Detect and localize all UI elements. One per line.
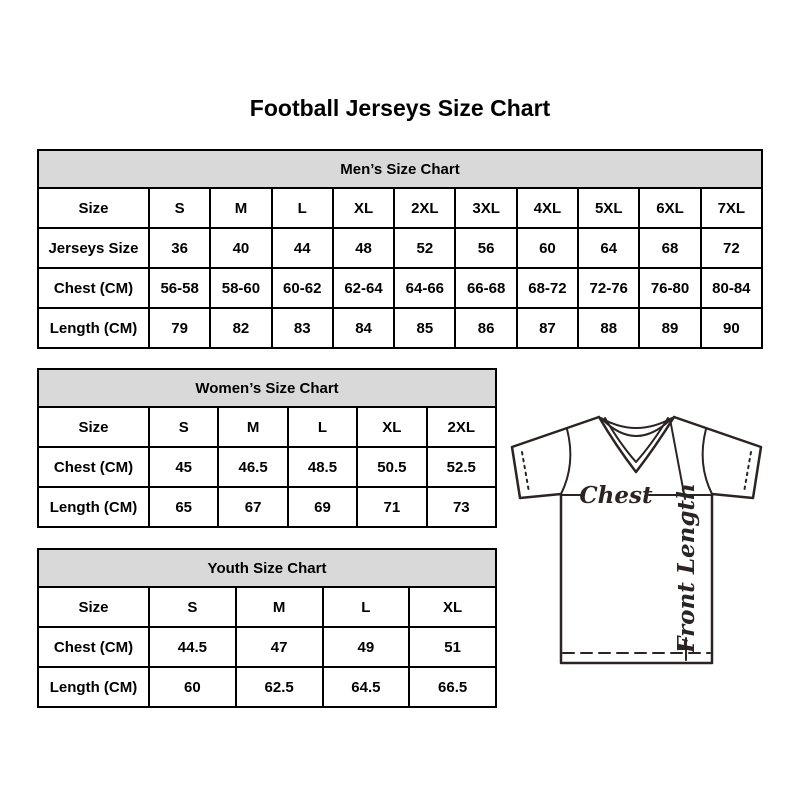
value-cell: 44 xyxy=(272,228,333,268)
value-cell: XL xyxy=(409,587,496,627)
table-row xyxy=(38,407,496,447)
page-title: Football Jerseys Size Chart xyxy=(249,95,551,121)
value-cell: 50.5 xyxy=(357,447,426,487)
value-cell: 72 xyxy=(701,228,762,268)
value-cell: 45 xyxy=(149,447,218,487)
value-cell: 79 xyxy=(149,308,210,348)
front-length-label: Front Length xyxy=(673,483,700,653)
value-cell: 64 xyxy=(578,228,639,268)
value-cell: M xyxy=(210,188,271,228)
table-row xyxy=(38,268,762,308)
value-cell: 48.5 xyxy=(288,447,357,487)
value-cell: XL xyxy=(333,188,394,228)
value-cell: 60-62 xyxy=(272,268,333,308)
value-cell: 65 xyxy=(149,487,218,527)
womens-caption-row xyxy=(38,369,496,407)
jersey-diagram xyxy=(498,402,780,668)
value-cell: 60 xyxy=(517,228,578,268)
mens-size-table xyxy=(37,149,763,349)
value-cell: 66-68 xyxy=(455,268,516,308)
table-row xyxy=(38,587,496,627)
value-cell: S xyxy=(149,188,210,228)
value-cell: 5XL xyxy=(578,188,639,228)
value-cell: 3XL xyxy=(455,188,516,228)
left-cuff-stitch xyxy=(522,452,529,492)
value-cell: 67 xyxy=(218,487,287,527)
value-cell: 40 xyxy=(210,228,271,268)
value-cell: S xyxy=(149,587,236,627)
value-cell: M xyxy=(236,587,323,627)
value-cell: 56 xyxy=(455,228,516,268)
value-cell: L xyxy=(323,587,410,627)
value-cell: M xyxy=(218,407,287,447)
youth-caption-row xyxy=(38,549,496,587)
value-cell: 62-64 xyxy=(333,268,394,308)
value-cell: 52.5 xyxy=(427,447,496,487)
value-cell: 2XL xyxy=(394,188,455,228)
row-header-cell: Chest (CM) xyxy=(38,268,149,308)
value-cell: 84 xyxy=(333,308,394,348)
value-cell: 44.5 xyxy=(149,627,236,667)
left-sleeve-seam xyxy=(561,429,570,494)
value-cell: L xyxy=(288,407,357,447)
value-cell: 7XL xyxy=(701,188,762,228)
youth-table-caption: Youth Size Chart xyxy=(38,549,496,587)
value-cell: 68-72 xyxy=(517,268,578,308)
table-row xyxy=(38,308,762,348)
value-cell: 85 xyxy=(394,308,455,348)
value-cell: 2XL xyxy=(427,407,496,447)
right-cuff-stitch xyxy=(744,452,751,492)
row-header-cell: Chest (CM) xyxy=(38,627,149,667)
value-cell: 56-58 xyxy=(149,268,210,308)
value-cell: 89 xyxy=(639,308,700,348)
value-cell: 64.5 xyxy=(323,667,410,707)
row-header-cell: Size xyxy=(38,587,149,627)
youth-size-table xyxy=(37,548,497,708)
value-cell: L xyxy=(272,188,333,228)
row-header-cell: Length (CM) xyxy=(38,667,149,707)
table-row xyxy=(38,228,762,268)
value-cell: XL xyxy=(357,407,426,447)
right-sleeve-seam xyxy=(703,429,712,494)
value-cell: 4XL xyxy=(517,188,578,228)
value-cell: 80-84 xyxy=(701,268,762,308)
value-cell: 51 xyxy=(409,627,496,667)
value-cell: S xyxy=(149,407,218,447)
value-cell: 87 xyxy=(517,308,578,348)
value-cell: 66.5 xyxy=(409,667,496,707)
value-cell: 90 xyxy=(701,308,762,348)
table-row xyxy=(38,188,762,228)
value-cell: 46.5 xyxy=(218,447,287,487)
value-cell: 60 xyxy=(149,667,236,707)
value-cell: 36 xyxy=(149,228,210,268)
row-header-cell: Size xyxy=(38,188,149,228)
value-cell: 47 xyxy=(236,627,323,667)
mens-table-caption: Men’s Size Chart xyxy=(38,150,762,188)
value-cell: 64-66 xyxy=(394,268,455,308)
value-cell: 48 xyxy=(333,228,394,268)
row-header-cell: Size xyxy=(38,407,149,447)
value-cell: 62.5 xyxy=(236,667,323,707)
value-cell: 88 xyxy=(578,308,639,348)
row-header-cell: Chest (CM) xyxy=(38,447,149,487)
value-cell: 6XL xyxy=(639,188,700,228)
value-cell: 83 xyxy=(272,308,333,348)
value-cell: 86 xyxy=(455,308,516,348)
value-cell: 82 xyxy=(210,308,271,348)
value-cell: 69 xyxy=(288,487,357,527)
value-cell: 71 xyxy=(357,487,426,527)
value-cell: 76-80 xyxy=(639,268,700,308)
table-row xyxy=(38,627,496,667)
table-row xyxy=(38,447,496,487)
value-cell: 68 xyxy=(639,228,700,268)
table-row xyxy=(38,487,496,527)
womens-table-caption: Women’s Size Chart xyxy=(38,369,496,407)
value-cell: 49 xyxy=(323,627,410,667)
value-cell: 52 xyxy=(394,228,455,268)
row-header-cell: Jerseys Size xyxy=(38,228,149,268)
mens-caption-row xyxy=(38,150,762,188)
row-header-cell: Length (CM) xyxy=(38,308,149,348)
row-header-cell: Length (CM) xyxy=(38,487,149,527)
table-row xyxy=(38,667,496,707)
chest-label: Chest xyxy=(579,482,653,509)
jersey-outline xyxy=(512,417,761,663)
value-cell: 58-60 xyxy=(210,268,271,308)
womens-size-table xyxy=(37,368,497,528)
value-cell: 72-76 xyxy=(578,268,639,308)
value-cell: 73 xyxy=(427,487,496,527)
